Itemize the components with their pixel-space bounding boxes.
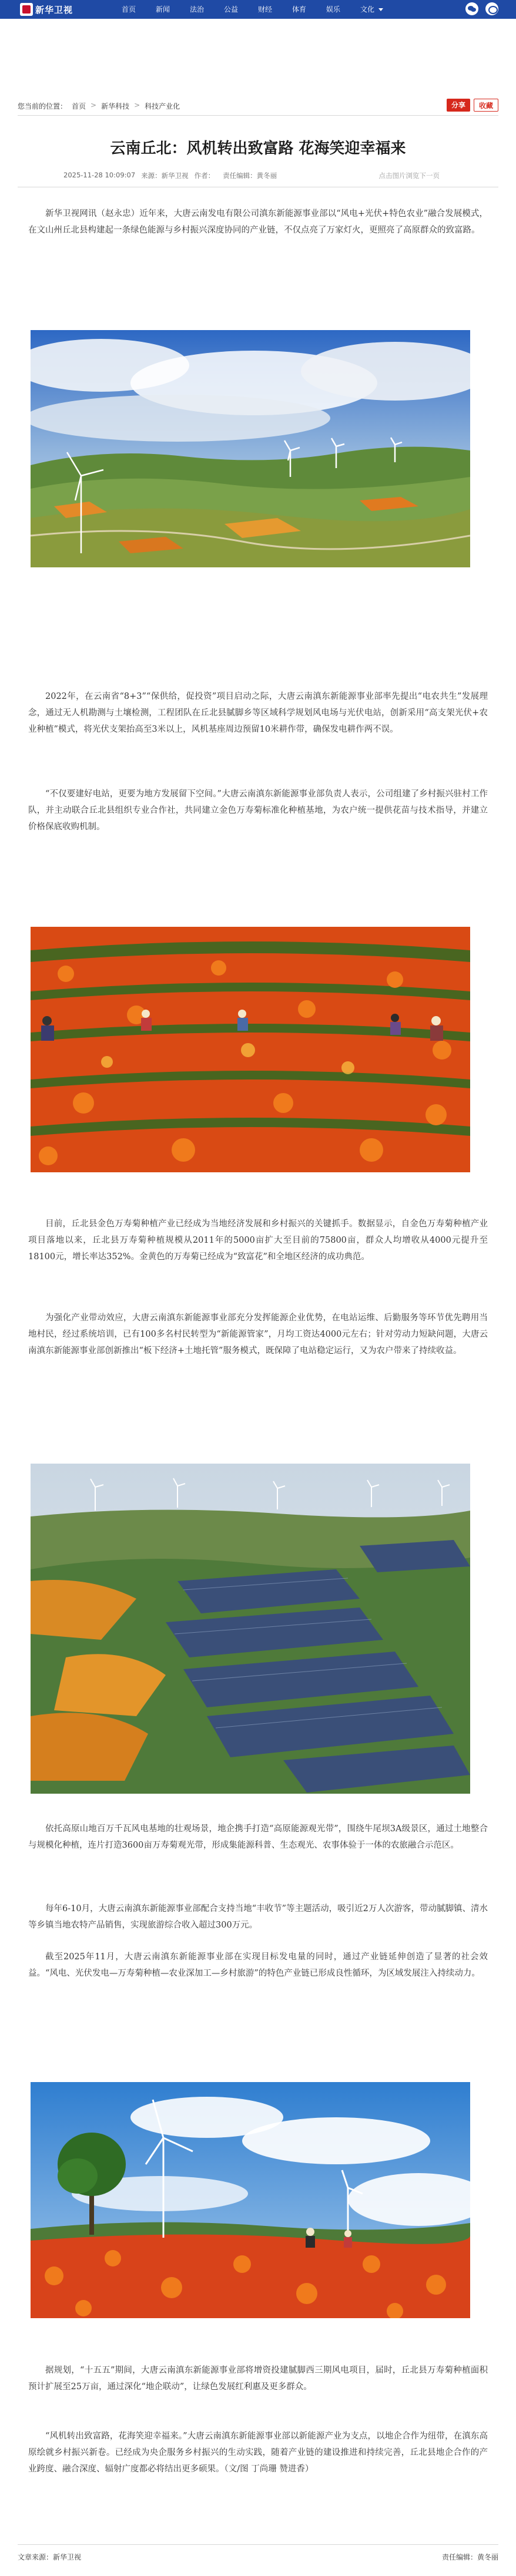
article-paragraph: 新华卫视网讯（赵永忠）近年来，大唐云南发电有限公司滇东新能源事业部以“风电+光伏+特色农业”融合发展模式，在文山州丘北县构建起一条绿色能源与乡村振兴深度协同的产业链，不仅点亮了万家灯火，更照亮了高原群众的致富路。 <box>28 209 488 235</box>
nav-item-culture[interactable]: 文化 <box>360 5 374 14</box>
favorite-button[interactable]: 收藏 <box>474 99 498 112</box>
article-paragraph: 每年6-10月，大唐云南滇东新能源事业部配合支持当地“丰收节”等主题活动，吸引近2万人次游客，带动腻脚镇、清水等乡镇当地农特产品销售，实现旅游综合收入超过300万元。 <box>28 1904 488 1930</box>
nav-item-entertainment[interactable]: 娱乐 <box>326 5 340 14</box>
nav-item-finance[interactable]: 财经 <box>257 5 272 14</box>
photo-solar-agrivoltaics[interactable] <box>31 1464 470 1794</box>
publish-date: 2025-11-28 10:09:07 <box>63 171 136 179</box>
nav-item-sports[interactable]: 体育 <box>291 5 306 14</box>
nav-item-news[interactable]: 新闻 <box>155 5 170 14</box>
breadcrumb-label: 您当前的位置： <box>18 102 68 110</box>
weibo-icon[interactable] <box>485 2 498 15</box>
solar-farm-illustration <box>31 1464 470 1794</box>
turbine-flower-illustration <box>31 2082 470 2318</box>
breadcrumb-industry[interactable]: 科技产业化 <box>145 102 180 110</box>
article-meta <box>63 171 277 180</box>
divider <box>18 115 498 116</box>
article-paragraph: 2022年，在云南省“8+3”“保供给，促投资”项目启动之际，大唐云南滇东新能源事业部率先提出“电农共生”发展理念，通过无人机勘测与土壤检测，工程团队在丘北县腻脚乡等区域科学规划风电场与光伏电站，创新采用“高支架光伏+农业种植”模式，将光伏支架抬高至3米以上，风机基座周边预留10米耕作带，确保发电耕作两不误。 <box>28 692 488 734</box>
photo-turbine-flower-field[interactable] <box>31 2082 470 2318</box>
breadcrumb <box>18 101 180 111</box>
nav-item-home[interactable]: 首页 <box>121 5 136 14</box>
photo-wind-farm-hills[interactable] <box>31 330 470 567</box>
logo-text: 新华卫视 <box>35 4 73 15</box>
chevron-down-icon[interactable] <box>378 8 383 11</box>
wechat-icon[interactable] <box>465 2 478 15</box>
article-editor-footer: 责任编辑：黄冬丽 <box>441 2553 498 2561</box>
share-buttons <box>447 99 498 112</box>
share-button[interactable]: 分享 <box>447 99 470 112</box>
top-social-icons <box>465 2 498 15</box>
marigold-field-illustration <box>31 927 470 1172</box>
photo-marigold-harvest[interactable] <box>31 927 470 1172</box>
article-paragraph: “不仅要建好电站，更要为地方发展留下空间。”大唐云南滇东新能源事业部负责人表示，公司组建了乡村振兴驻村工作队，并主动联合丘北县组织专业合作社，共同建立金色万寿菊标准化种植基地，为农户统一提供花苗与技术指导，并建立价格保底收购机制。 <box>28 789 488 832</box>
wind-farm-illustration <box>31 330 470 567</box>
nav-item-charity[interactable]: 公益 <box>223 5 238 14</box>
article-paragraph: 目前，丘北县金色万寿菊种植产业已经成为当地经济发展和乡村振兴的关键抓手。数据显示，自金色万寿菊种植产业项目落地以来，丘北县万寿菊种植规模从2011年的5000亩扩大至目前的75800亩，群众人均增收从4000元提升至18100元，增长率达352%。金黄色的万寿菊已经成为“致富花”和全地区经济的成功典范。 <box>28 1219 488 1262</box>
article-paragraph: 依托高原山地百万千瓦风电基地的壮观场景，地企携手打造“高原能源观光带”，围绕牛尾坝3A级景区，通过土地整合与规模化种植，连片打造3600亩万寿菊观光带，形成集能源科普、生态观光、农事体验于一体的农旅融合示范区。 <box>28 1824 488 1850</box>
article-title: 云南丘北：风机转出致富路 花海笑迎幸福来 <box>110 140 406 157</box>
breadcrumb-separator: > <box>134 101 140 109</box>
article-paragraph: 据规划，“十五五”期间，大唐云南滇东新能源事业部将增资投建腻脚西三期风电项目，届时，丘北县万寿菊种植面积预计扩展至25万亩，通过深化“地企联动”，让绿色发展红利惠及更多群众。 <box>28 2366 488 2392</box>
main-nav <box>112 0 383 19</box>
logo-mark-icon <box>20 3 33 16</box>
article-paragraph: “风机转出致富路，花海笑迎幸福来。”大唐云南滇东新能源事业部以新能源产业为支点，以地企合作为纽带，在滇东高原绘就乡村振兴新卷。已经成为央企服务乡村振兴的生动实践，随着产业链的建设推进和持续完善，丘北县地企合作的产业跨度、融合深度、辐射广度都必将结出更多硕果。（文/图 丁尚珊 赞进香） <box>28 2432 488 2474</box>
pager-hint: 点击图片浏览下一页 <box>378 171 440 180</box>
article-editor: 责任编辑：黄冬丽 <box>223 171 277 180</box>
article-paragraph: 为强化产业带动效应，大唐云南滇东新能源事业部充分发挥能源企业优势，在电站运维、后勤服务等环节优先聘用当地村民，经过系统培训，已有100多名村民转型为“新能源管家”，月均工资达4000元左右；针对劳动力短缺问题，大唐云南滇东新能源事业部创新推出“板下经济+土地托管”服务模式，既保障了电站稳定运行，又为农户带来了持续收益。 <box>28 1313 488 1356</box>
divider <box>18 2544 498 2545</box>
article-author: 作者： <box>194 171 215 180</box>
top-nav-bar <box>0 0 516 19</box>
breadcrumb-separator: > <box>91 101 97 109</box>
article-source-footer: 文章来源：新华卫视 <box>18 2553 82 2561</box>
article-paragraph: 截至2025年11月，大唐云南滇东新能源事业部在实现目标发电量的同时，通过产业链延伸创造了显著的社会效益。“风电、光伏发电—万寿菊种植—农业深加工—乡村旅游”的特色产业链已形成良性循环，为区域发展注入持续动力。 <box>28 1952 488 1978</box>
article-source: 来源：新华卫视 <box>141 171 189 180</box>
site-logo[interactable] <box>20 1 73 18</box>
breadcrumb-tech[interactable]: 新华科技 <box>101 102 130 110</box>
breadcrumb-home[interactable]: 首页 <box>72 102 86 110</box>
nav-item-law[interactable]: 法治 <box>189 5 204 14</box>
